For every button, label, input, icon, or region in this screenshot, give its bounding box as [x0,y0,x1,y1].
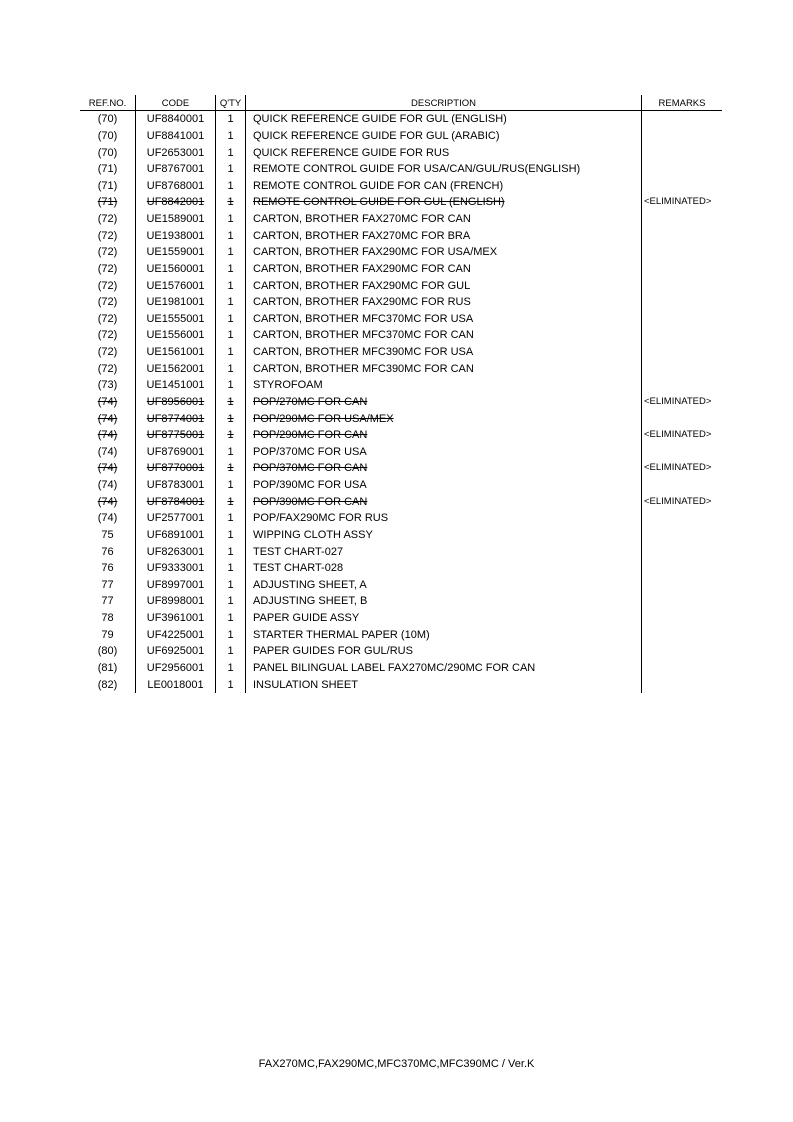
code-cell: UE1576001 [136,277,216,294]
description-cell-text: POP/FAX290MC FOR RUS [253,512,389,525]
code-cell: UF8783001 [136,477,216,494]
remarks-cell [642,360,723,377]
description-cell-text: CARTON, BROTHER FAX290MC FOR RUS [253,296,471,309]
remarks-cell [642,277,723,294]
description-cell-text: CARTON, BROTHER MFC370MC FOR CAN [253,329,474,342]
qty-cell: 1 [216,527,246,544]
description-cell-text: CARTON, BROTHER MFC370MC FOR USA [253,312,474,325]
qty-cell: 1 [216,593,246,610]
qty-cell: 1 [216,660,246,677]
code-cell: UF8956001 [136,394,216,411]
table-row [80,211,722,228]
qty-cell: 1 [216,360,246,377]
ref-no-cell: 76 [101,545,114,558]
ref-no-cell: (71) [97,163,118,176]
header-description: DESCRIPTION [246,95,642,111]
description-cell [246,577,642,594]
page-footer: FAX270MC,FAX290MC,MFC370MC,MFC390MC / Ver.K [258,1058,535,1070]
remarks-cell [642,311,723,328]
parts-list-body [80,111,722,693]
ref-no-cell: (73) [97,379,118,392]
code-cell: UF8767001 [136,161,216,178]
remarks-cell [642,676,723,693]
qty-cell: 1 [216,460,246,477]
description-cell-text: QUICK REFERENCE GUIDE FOR GUL (ARABIC) [253,129,500,142]
description-cell [246,277,642,294]
qty-cell: 1 [216,111,246,128]
table-row [80,244,722,261]
qty-cell: 1 [216,377,246,394]
code-cell: UF4225001 [136,626,216,643]
qty-cell: 1 [216,311,246,328]
description-cell [246,178,642,195]
code-cell: UF8841001 [136,128,216,145]
remarks-cell [642,261,723,278]
ref-no-cell: (74) [97,429,118,442]
table-row [80,294,722,311]
table-row [80,144,722,161]
ref-no-cell: 77 [101,578,114,591]
table-row [80,493,722,510]
ref-no-cell: 76 [101,562,114,575]
table-row [80,360,722,377]
description-cell-text: ADJUSTING SHEET, B [253,595,368,608]
qty-cell: 1 [216,244,246,261]
description-cell-text: REMOTE CONTROL GUIDE FOR CAN (FRENCH) [253,179,504,192]
ref-no-cell: (70) [97,129,118,142]
qty-cell: 1 [216,194,246,211]
remarks-cell [642,377,723,394]
ref-no-cell: (72) [97,329,118,342]
table-row [80,161,722,178]
table-row [80,593,722,610]
remarks-cell: <ELIMINATED> [642,493,723,510]
table-row [80,610,722,627]
description-cell [246,643,642,660]
description-cell-text: CARTON, BROTHER MFC390MC FOR USA [253,346,474,359]
ref-no-cell: (72) [97,262,118,275]
description-cell-text: REMOTE CONTROL GUIDE FOR GUL (ENGLISH) [253,196,505,209]
table-row [80,444,722,461]
description-cell-text: CARTON, BROTHER FAX290MC FOR CAN [253,262,471,275]
ref-no-cell: (72) [97,346,118,359]
table-row [80,626,722,643]
remarks-cell [642,211,723,228]
description-cell [246,394,642,411]
ref-no-cell: (74) [97,495,118,508]
header-remarks: REMARKS [642,95,723,111]
code-cell: UF8769001 [136,444,216,461]
description-cell [246,660,642,677]
description-cell-text: REMOTE CONTROL GUIDE FOR USA/CAN/GUL/RUS(ENGLISH) [253,163,581,176]
remarks-cell [642,643,723,660]
code-cell: UF8998001 [136,593,216,610]
table-row [80,676,722,693]
remarks-cell: <ELIMINATED> [642,194,723,211]
description-cell [246,593,642,610]
ref-no-cell: (70) [97,113,118,126]
code-cell: UE1589001 [136,211,216,228]
code-cell: UF8774001 [136,410,216,427]
code-cell: UE1555001 [136,311,216,328]
description-cell-text: QUICK REFERENCE GUIDE FOR GUL (ENGLISH) [253,113,507,126]
description-cell-text: PAPER GUIDE ASSY [253,612,360,625]
remarks-cell [642,128,723,145]
code-cell: UE1560001 [136,261,216,278]
ref-no-cell: 77 [101,595,114,608]
table-row [80,111,722,128]
description-cell-text: CARTON, BROTHER FAX290MC FOR USA/MEX [253,246,498,259]
qty-cell: 1 [216,577,246,594]
code-cell: LE0018001 [136,676,216,693]
description-cell-text: STYROFOAM [253,379,323,392]
remarks-cell [642,294,723,311]
code-cell: UF8842001 [136,194,216,211]
header-ref-no: REF.NO. [80,95,136,111]
remarks-cell [642,610,723,627]
table-row [80,128,722,145]
parts-list-table [80,95,722,693]
description-cell [246,460,642,477]
code-cell: UE1559001 [136,244,216,261]
description-cell-text: STARTER THERMAL PAPER (10M) [253,628,430,641]
description-cell-text: CARTON, BROTHER MFC390MC FOR CAN [253,362,474,375]
remarks-cell [642,144,723,161]
code-cell: UF6891001 [136,527,216,544]
table-row [80,427,722,444]
description-cell-text: PANEL BILINGUAL LABEL FAX270MC/290MC FOR CAN [253,661,536,674]
code-cell: UF2653001 [136,144,216,161]
qty-cell: 1 [216,144,246,161]
qty-cell: 1 [216,560,246,577]
description-cell [246,377,642,394]
table-row [80,543,722,560]
ref-no-cell: (72) [97,296,118,309]
qty-cell: 1 [216,410,246,427]
qty-cell: 1 [216,344,246,361]
ref-no-cell: (74) [97,462,118,475]
ref-no-cell: (82) [97,678,118,691]
remarks-cell: <ELIMINATED> [642,427,723,444]
remarks-cell: <ELIMINATED> [642,460,723,477]
description-cell-text: POP/390MC FOR CAN [253,495,368,508]
remarks-cell: <ELIMINATED> [642,394,723,411]
remarks-cell [642,593,723,610]
table-row [80,261,722,278]
remarks-cell [642,560,723,577]
qty-cell: 1 [216,277,246,294]
description-cell-text: POP/370MC FOR CAN [253,462,368,475]
description-cell [246,327,642,344]
qty-cell: 1 [216,510,246,527]
description-cell-text: POP/290MC FOR USA/MEX [253,412,394,425]
code-cell: UF3961001 [136,610,216,627]
table-row [80,178,722,195]
remarks-cell [642,660,723,677]
description-cell [246,477,642,494]
qty-cell: 1 [216,676,246,693]
ref-no-cell: (72) [97,229,118,242]
code-cell: UF2956001 [136,660,216,677]
description-cell [246,410,642,427]
qty-cell: 1 [216,327,246,344]
description-cell [246,560,642,577]
description-cell-text: CARTON, BROTHER FAX270MC FOR CAN [253,213,471,226]
ref-no-cell: (72) [97,246,118,259]
ref-no-cell: (72) [97,279,118,292]
code-cell: UF9333001 [136,560,216,577]
table-row [80,510,722,527]
code-cell: UE1451001 [136,377,216,394]
description-cell [246,527,642,544]
qty-cell: 1 [216,394,246,411]
description-cell [246,244,642,261]
code-cell: UE1938001 [136,227,216,244]
ref-no-cell: 79 [101,628,114,641]
table-row [80,227,722,244]
code-cell: UF8770001 [136,460,216,477]
description-cell-text: WIPPING CLOTH ASSY [253,528,373,541]
table-row [80,560,722,577]
remarks-cell [642,344,723,361]
qty-cell: 1 [216,261,246,278]
qty-cell: 1 [216,477,246,494]
description-cell-text: ADJUSTING SHEET, A [253,578,367,591]
qty-cell: 1 [216,444,246,461]
description-cell-text: TEST CHART-027 [253,545,344,558]
remarks-cell [642,327,723,344]
qty-cell: 1 [216,211,246,228]
table-row [80,394,722,411]
remarks-cell [642,626,723,643]
qty-cell: 1 [216,178,246,195]
ref-no-cell: (81) [97,661,118,674]
code-cell: UF8775001 [136,427,216,444]
description-cell-text: TEST CHART-028 [253,562,344,575]
description-cell-text: INSULATION SHEET [253,678,358,691]
code-cell: UE1562001 [136,360,216,377]
description-cell-text: POP/290MC FOR CAN [253,429,368,442]
table-row [80,410,722,427]
code-cell: UE1556001 [136,327,216,344]
table-row [80,527,722,544]
remarks-cell [642,410,723,427]
description-cell-text: POP/390MC FOR USA [253,479,367,492]
table-row [80,194,722,211]
table-row [80,660,722,677]
table-row [80,327,722,344]
description-cell-text: POP/270MC FOR CAN [253,395,368,408]
description-cell [246,261,642,278]
description-cell [246,360,642,377]
remarks-cell [642,477,723,494]
description-cell-text: CARTON, BROTHER FAX270MC FOR BRA [253,229,471,242]
qty-cell: 1 [216,493,246,510]
remarks-cell [642,577,723,594]
ref-no-cell: (80) [97,645,118,658]
description-cell [246,144,642,161]
table-row [80,460,722,477]
table-row [80,277,722,294]
qty-cell: 1 [216,643,246,660]
code-cell: UF8784001 [136,493,216,510]
description-cell [246,344,642,361]
code-cell: UF8997001 [136,577,216,594]
ref-no-cell: 78 [101,612,114,625]
remarks-cell [642,527,723,544]
ref-no-cell: (72) [97,362,118,375]
ref-no-cell: (72) [97,312,118,325]
code-cell: UF8840001 [136,111,216,128]
remarks-cell [642,244,723,261]
description-cell [246,676,642,693]
ref-no-cell: (74) [97,445,118,458]
qty-cell: 1 [216,427,246,444]
description-cell-text: QUICK REFERENCE GUIDE FOR RUS [253,146,450,159]
description-cell [246,311,642,328]
remarks-cell [642,178,723,195]
description-cell [246,626,642,643]
code-cell: UF6925001 [136,643,216,660]
description-cell [246,543,642,560]
description-cell [246,227,642,244]
qty-cell: 1 [216,626,246,643]
table-row [80,311,722,328]
ref-no-cell: (74) [97,512,118,525]
qty-cell: 1 [216,543,246,560]
ref-no-cell: (71) [97,179,118,192]
description-cell-text: PAPER GUIDES FOR GUL/RUS [253,645,413,658]
table-row [80,377,722,394]
remarks-cell [642,227,723,244]
header-qty: Q'TY [216,95,246,111]
description-cell [246,610,642,627]
description-cell [246,211,642,228]
ref-no-cell: 75 [101,528,114,541]
ref-no-cell: (70) [97,146,118,159]
ref-no-cell: (71) [97,196,118,209]
qty-cell: 1 [216,227,246,244]
code-cell: UE1981001 [136,294,216,311]
code-cell: UF8263001 [136,543,216,560]
ref-no-cell: (72) [97,213,118,226]
remarks-cell [642,510,723,527]
code-cell: UE1561001 [136,344,216,361]
remarks-cell [642,444,723,461]
description-cell [246,294,642,311]
description-cell [246,427,642,444]
description-cell-text: POP/370MC FOR USA [253,445,367,458]
description-cell [246,161,642,178]
table-row [80,344,722,361]
remarks-cell [642,543,723,560]
code-cell: UF8768001 [136,178,216,195]
ref-no-cell: (74) [97,412,118,425]
header-code: CODE [136,95,216,111]
remarks-cell [642,111,723,128]
code-cell: UF2577001 [136,510,216,527]
ref-no-cell: (74) [97,479,118,492]
table-row [80,643,722,660]
qty-cell: 1 [216,610,246,627]
table-row [80,577,722,594]
description-cell [246,510,642,527]
qty-cell: 1 [216,161,246,178]
table-row [80,477,722,494]
description-cell-text: CARTON, BROTHER FAX290MC FOR GUL [253,279,471,292]
remarks-cell [642,161,723,178]
description-cell [246,194,642,211]
description-cell [246,128,642,145]
description-cell [246,111,642,128]
description-cell [246,444,642,461]
ref-no-cell: (74) [97,395,118,408]
qty-cell: 1 [216,294,246,311]
table-header-row [80,95,722,111]
description-cell [246,493,642,510]
qty-cell: 1 [216,128,246,145]
